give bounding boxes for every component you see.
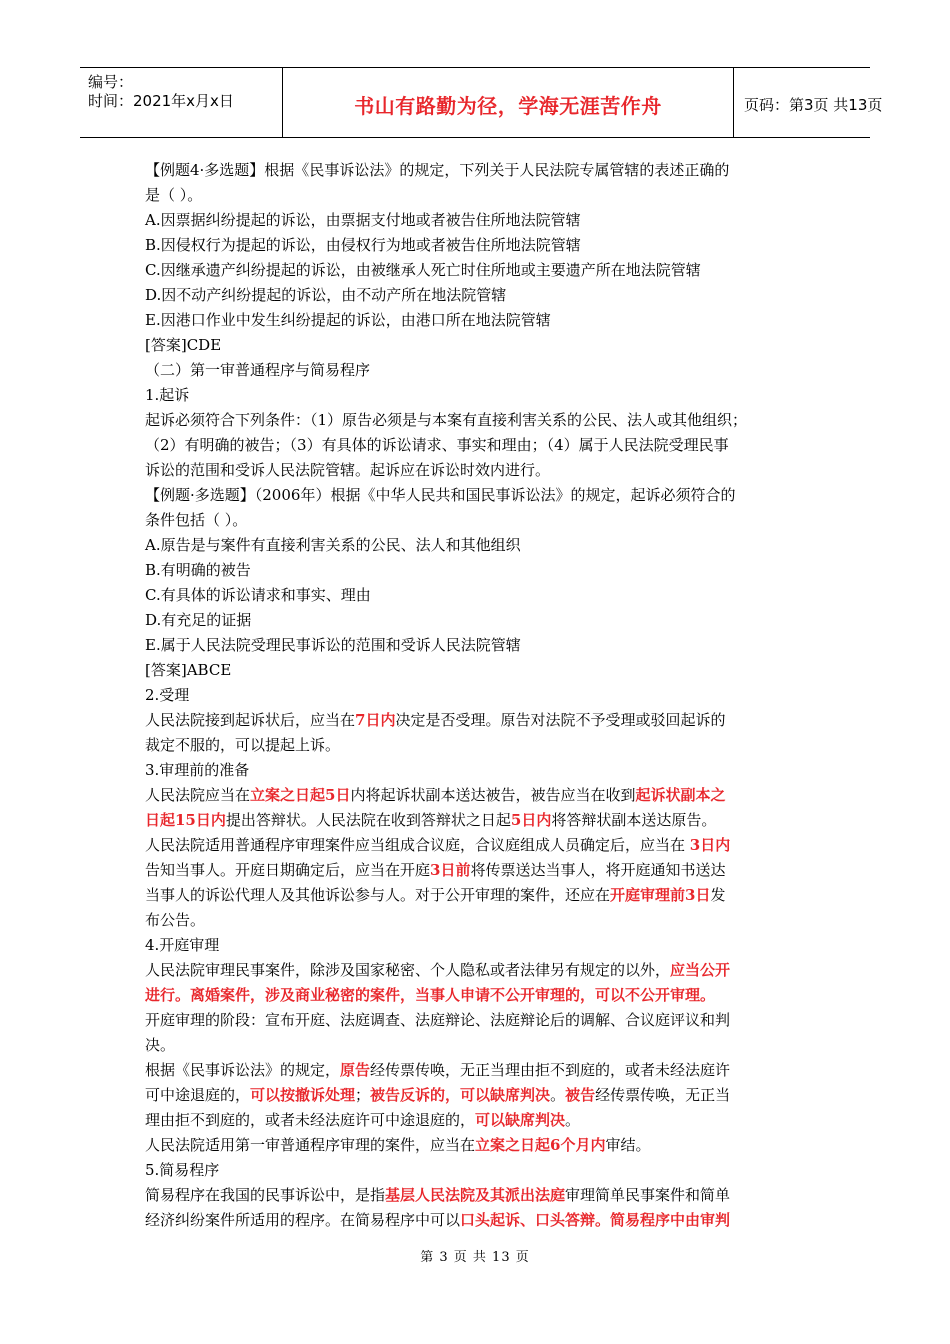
header-page-cell (734, 68, 883, 137)
text-line (145, 383, 813, 408)
body-text: 2.受理 (145, 686, 190, 704)
body-text: B.因侵权行为提起的诉讼，由侵权行为地或者被告住所地法院管辖 (145, 236, 581, 254)
highlighted-text: 进行。离婚案件，涉及商业秘密的案件，当事人申请不公开审理的，可以不公开审理。 (145, 986, 716, 1004)
body-text: E.属于人民法院受理民事诉讼的范围和受诉人民法院管辖 (145, 636, 521, 654)
text-line (145, 833, 813, 858)
text-line (145, 458, 813, 483)
text-line (145, 508, 813, 533)
body-text: 经传票传唤，无正当理由拒不到庭的，或者未经法庭许 (370, 1061, 731, 1079)
highlighted-text: 立案之日起5日 (250, 786, 351, 804)
body-text: 理由拒不到庭的，或者未经法庭许可中途退庭的， (145, 1111, 476, 1129)
highlighted-text: 5日内 (510, 811, 552, 829)
text-line (145, 333, 813, 358)
highlighted-text: 被告反诉的，可以缺席判决 (370, 1086, 551, 1104)
text-line (145, 733, 813, 758)
body-text: B.有明确的被告 (145, 561, 251, 579)
text-line (145, 408, 813, 433)
header-motto-cell (282, 68, 734, 137)
text-line (145, 558, 813, 583)
text-line (145, 183, 813, 208)
body-text: 发 (710, 886, 726, 904)
text-line (145, 258, 813, 283)
page-header (80, 67, 883, 138)
header-page-number: 页码：第3页 共13页 (744, 96, 883, 114)
page-footer: 第 3 页 共 13 页 (420, 1250, 530, 1265)
text-line (145, 208, 813, 233)
text-line (145, 308, 813, 333)
body-text: 布公告。 (145, 911, 206, 929)
body-text: D.有充足的证据 (145, 611, 252, 629)
body-text: ； (355, 1086, 371, 1104)
body-text: 条件包括（ ）。 (145, 511, 248, 529)
highlighted-text: 可以按撤诉处理 (250, 1086, 356, 1104)
text-line (145, 858, 813, 883)
body-text: 4.开庭审理 (145, 936, 220, 954)
text-line (145, 583, 813, 608)
body-text: 开庭审理的阶段：宣布开庭、法庭调查、法庭辩论、法庭辩论后的调解、合议庭评议和判 (145, 1011, 731, 1029)
text-line (145, 783, 813, 808)
body-text: 审结。 (605, 1136, 651, 1154)
body-text: 1.起诉 (145, 386, 190, 404)
text-line (145, 1058, 813, 1083)
document-number-label: 编号： (88, 73, 134, 91)
body-text: 告知当事人。开庭日期确定后，应当在开庭 (145, 861, 431, 879)
text-line (145, 358, 813, 383)
body-text: 人民法院审理民事案件，除涉及国家秘密、个人隐私或者法律另有规定的以外， (145, 961, 671, 979)
text-line (145, 233, 813, 258)
body-text: 提出答辩状。人民法院在收到答辩状之日起 (225, 811, 511, 829)
text-line (145, 1108, 813, 1133)
body-text: A.因票据纠纷提起的诉讼，由票据支付地或者被告住所地法院管辖 (145, 211, 581, 229)
body-text: 。 (550, 1086, 566, 1104)
header-motto: 书山有路勤为径，学海无涯苦作舟 (354, 94, 662, 118)
body-text: 裁定不服的，可以提起上诉。 (145, 736, 341, 754)
text-line (145, 683, 813, 708)
body-text: 【例题4·多选题】根据《民事诉讼法》的规定，下列关于人民法院专属管辖的表述正确的 (145, 161, 730, 179)
body-text: 是（ ）。 (145, 186, 203, 204)
document-date-label: 时间：2021年x月x日 (88, 92, 234, 110)
text-line (145, 433, 813, 458)
highlighted-text: 日起15日内 (145, 811, 226, 829)
highlighted-text: 开庭审理前3日 (610, 886, 711, 904)
highlighted-text: 基层人民法院及其派出法庭 (385, 1186, 566, 1204)
text-line (145, 983, 813, 1008)
body-text: 人民法院应当在 (145, 786, 251, 804)
body-text: [答案]ABCE (145, 661, 232, 679)
text-line (145, 1033, 813, 1058)
text-line (145, 283, 813, 308)
body-text: C.因继承遗产纠纷提起的诉讼，由被继承人死亡时住所地或主要遗产所在地法院管辖 (145, 261, 701, 279)
highlighted-text: 3日内 (689, 836, 731, 854)
highlighted-text: 应当公开 (670, 961, 731, 979)
text-line (145, 883, 813, 908)
text-line (145, 808, 813, 833)
highlighted-text: 被告 (565, 1086, 596, 1104)
body-text: 根据《民事诉讼法》的规定， (145, 1061, 341, 1079)
body-text: 将传票送达当事人，将开庭通知书送达 (470, 861, 726, 879)
body-text: 当事人的诉讼代理人及其他诉讼参与人。对于公开审理的案件，还应在 (145, 886, 611, 904)
body-text: 内将起诉状副本送达被告，被告应当在收到 (350, 786, 636, 804)
body-text: 可中途退庭的， (145, 1086, 251, 1104)
body-text: 简易程序在我国的民事诉讼中，是指 (145, 1186, 386, 1204)
body-text: 人民法院适用第一审普通程序审理的案件，应当在 (145, 1136, 476, 1154)
text-line (145, 633, 813, 658)
body-text: D.因不动产纠纷提起的诉讼，由不动产所在地法院管辖 (145, 286, 507, 304)
text-line (145, 708, 813, 733)
body-text: 。 (565, 1111, 581, 1129)
text-line (145, 958, 813, 983)
body-text: [答案]CDE (145, 336, 222, 354)
highlighted-text: 7日内 (355, 711, 396, 729)
body-text: 将答辩状副本送达原告。 (551, 811, 717, 829)
body-text: 3.审理前的准备 (145, 761, 250, 779)
text-line (145, 1083, 813, 1108)
body-text: 人民法院适用普通程序审理案件应当组成合议庭，合议庭组成人员确定后，应当在 (145, 836, 690, 854)
text-line (145, 1208, 813, 1233)
body-text: 决。 (145, 1036, 176, 1054)
body-text: 决定是否受理。原告对法院不予受理或驳回起诉的 (395, 711, 726, 729)
highlighted-text: 可以缺席判决 (475, 1111, 566, 1129)
body-text: C.有具体的诉讼请求和事实、理由 (145, 586, 371, 604)
text-line (145, 933, 813, 958)
highlighted-text: 口头起诉、口头答辩。简易程序中由审判 (460, 1211, 731, 1229)
text-line (145, 533, 813, 558)
text-line (145, 1008, 813, 1033)
body-text: 经传票传唤，无正当 (595, 1086, 731, 1104)
body-text: A.原告是与案件有直接利害关系的公民、法人和其他组织 (145, 536, 521, 554)
document-body (145, 158, 813, 1233)
text-line (145, 758, 813, 783)
highlighted-text: 3日前 (430, 861, 471, 879)
text-line (145, 908, 813, 933)
header-meta-cell (80, 68, 282, 137)
body-text: 【例题·多选题】（2006年）根据《中华人民共和国民事诉讼法》的规定，起诉必须符合的 (145, 486, 736, 504)
text-line (145, 658, 813, 683)
body-text: E.因港口作业中发生纠纷提起的诉讼，由港口所在地法院管辖 (145, 311, 551, 329)
text-line (145, 1158, 813, 1183)
body-text: 5.简易程序 (145, 1161, 220, 1179)
body-text: 人民法院接到起诉状后，应当在 (145, 711, 356, 729)
text-line (145, 608, 813, 633)
text-line (145, 1183, 813, 1208)
body-text: 经济纠纷案件所适用的程序。在简易程序中可以 (145, 1211, 461, 1229)
body-text: （二）第一审普通程序与简易程序 (145, 361, 371, 379)
body-text: 诉讼的范围和受诉人民法院管辖。起诉应在诉讼时效内进行。 (145, 461, 551, 479)
body-text: 审理简单民事案件和简单 (565, 1186, 731, 1204)
body-text: （2）有明确的被告；（3）有具体的诉讼请求、事实和理由；（4）属于人民法院受理民事 (145, 436, 729, 454)
text-line (145, 1133, 813, 1158)
body-text: 起诉必须符合下列条件：（1）原告必须是与本案有直接利害关系的公民、法人或其他组织； (145, 411, 748, 429)
highlighted-text: 原告 (340, 1061, 371, 1079)
highlighted-text: 立案之日起6个月内 (475, 1136, 606, 1154)
highlighted-text: 起诉状副本之 (635, 786, 726, 804)
text-line (145, 158, 813, 183)
text-line (145, 483, 813, 508)
